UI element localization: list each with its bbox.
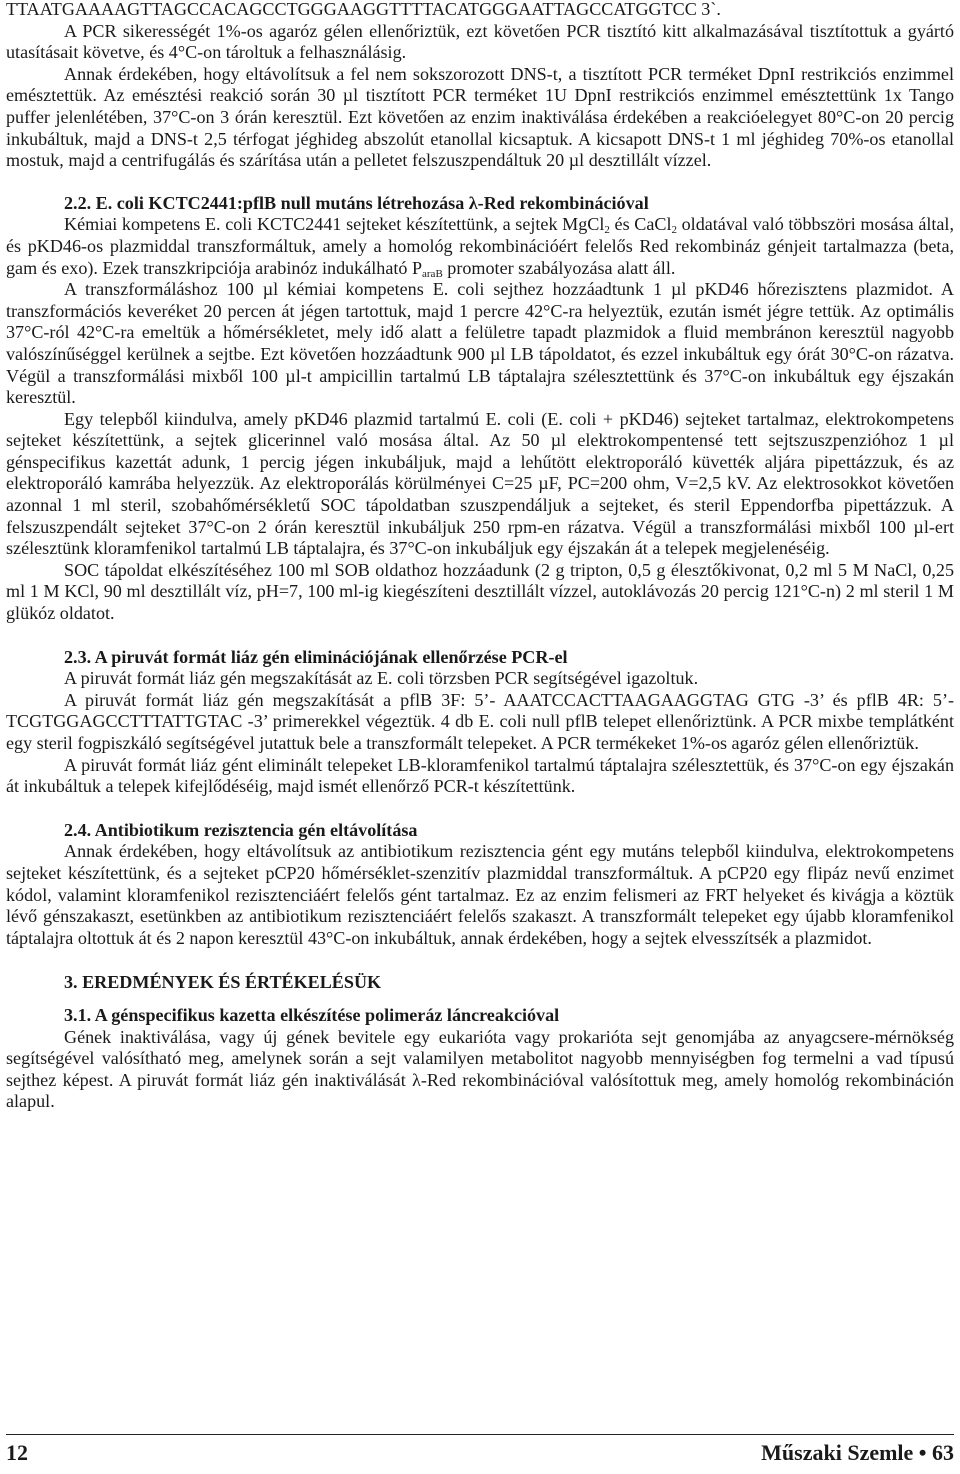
paragraph-pcr-purification: A PCR sikerességét 1%-os agaróz gélen ellenőriztük, ezt követően PCR tisztító kitt alkalmazásával tisztítottuk a gyártó utasításait követve, és 4°C-on tároltuk a felhasználásig. (6, 20, 954, 63)
paragraph-pcr-verification: A piruvát formát liáz gén megszakítását az E. coli törzsben PCR segítségével igazoltuk. (64, 668, 699, 689)
paragraph-transformation: A transzformáláshoz 100 µl kémiai kompetens E. coli sejthez hozzáadtunk 1 µl pKD46 hőrezisztens plazmidot. A transzformációs keveréket 20 percen át jégen tartottuk, majd 1 percre 42°C-ra helyeztük, ezután ismét jégre tettük. Az optimális 37°C-ról 42°C-ra emeltük a hőmérsékletet, mely idő alatt a felületre tapadt plazmidok a fluid membránon keresztül nagyobb valószínűséggel kerülnek a sejtbe. Ezt követően hozzáadtunk 900 µl LB tápoldatot, és ezzel inkubáltuk egy órát 30°C-on rázatva. Végül a transzformálási mixből 100 µl-t ampicillin tartalmú LB táptalajra szélesztettünk és 37°C-on inkubáltuk egy éjszakán keresztül. (6, 279, 954, 408)
section-heading-2-3: 2.3. A piruvát formát liáz gén eliminációjának ellenőrzése PCR-el (64, 646, 568, 667)
document-page (6, 0, 954, 1113)
section-heading-2-4: 2.4. Antibiotikum rezisztencia gén eltávolítása (64, 819, 418, 840)
paragraph-sequence-end: TTAATGAAAAGTTAGCCACAGCCTGGGAAGGTTTTACATGGGAATTAGCCATGGTCC 3`. (6, 0, 721, 19)
paragraph-primers: A piruvát formát liáz gén megszakítását a pflB 3F: 5’- AAATCCACTTAAGAAGGTAG GTG -3’ és pflB 4R: 5’- TCGTGGAGCCTTTATTGTAC -3’ primerekkel végeztük. 4 db E. coli null pflB telepet ellenőriztünk. A PCR mixbe templátként egy steril fogpiszkáló segítségével jutattuk bele a transzformált telepeket. A PCR termékeket 1%-os agaróz gélen ellenőriztük. (6, 689, 954, 753)
paragraph-antibiotic-removal: Annak érdekében, hogy eltávolítsuk az antibiotikum rezisztencia gént egy mutáns telepből kiindulva, elektrokompetens sejteket készítettünk, és a sejteket pCP20 hőmérséklet-szenzitív plazmiddal transzformáltuk. A pCP20 egy flipáz nevű enzimet kódol, valamint kloramfenikol rezisztenciáért felelős gént tartalmaz. Ez az enzim felismeri az FRT helyeket és kivágja a köztük lévő génszakaszt, esetünkben az antibiotikum rezisztenciáért felelős szakaszt. A transzformált telepeket egy újabb kloramfenikol táptalajra oltottuk át és 2 napon keresztül 43°C-on inkubáltuk, annak érdekében, hogy a sejtek elvesszítsék a plazmidot. (6, 841, 954, 948)
paragraph-dpni-digestion: Annak érdekében, hogy eltávolítsuk a fel nem sokszorozott DNS-t, a tisztított PCR terméket DpnI restrikciós enzimmel emésztettük. Az emésztési reakció során 30 µl tisztított PCR terméket 1U DpnI restrikciós enzimmel emésztettünk 1x Tango puffer jelenlétében, 37°C-on 3 órán keresztül. Ezt követően az enzim inaktiválása érdekében a reakcióelegyet 80°C-on 20 percig inkubáltuk, majd a DNS-t 2,5 térfogat jéghideg abszolút etanollal kicsaptuk. A kicsapott DNS-t 1 ml jéghideg 70%-os etanollal mostuk, majd a centrifugálás és szárítása után a pelletet felszuszpendáltuk 20 µl desztillált vízzel. (6, 63, 954, 171)
journal-title: Műszaki Szemle • 63 (761, 1440, 954, 1465)
section-heading-3-1: 3.1. A génspecifikus kazetta elkészítése polimeráz láncreakcióval (64, 1004, 560, 1025)
page-footer (6, 1440, 954, 1470)
section-heading-3: 3. EREDMÉNYEK ÉS ÉRTÉKELÉSÜK (64, 972, 382, 993)
paragraph-electroporation: Egy telepből kiindulva, amely pKD46 plazmid tartalmú E. coli (E. coli + pKD46) sejteket tartalmaz, elektrokompetens sejteket készítettünk, a sejtek glicerinnel való mosása által. Az 50 µl elektrokompentensé tett sejtszuszpenzióhoz 1 µl génspecifikus kazettát adunk, 1 percig jégen inkubáljuk, majd a lehűtött elektroporáló küvették aljára pipettázzuk, és az elektroporáló kamrába helyezzük. Az elektroporálás körülményei C=25 µF, PC=200 ohm, V=2,5 kV. Az elektrosokkot követően azonnal 1 ml steril, szobahőmérsékletű SOC tápoldatban szuszpendáljuk a sejteket, és steril Eppendorfba pipettázzuk. A felszuszpendált sejteket 37°C-on 2 órán keresztül inkubáljuk 250 rpm-en rázatva. Végül a transzformálási mixből 100 µl-ert szélesztünk kloramfenikol tartalmú LB táptalajra, és 37°C-on inkubáljuk egy éjszakán át a telepek megjelenéséig. (6, 408, 954, 559)
paragraph-colony-check: A piruvát formát liáz gént eliminált telepeket LB-kloramfenikol tartalmú táptalajra szélesztettük, és 37°C-on egy éjszakán át inkubáltuk a telepek kifejlődéséig, majd ismét ellenőrző PCR-t készítettünk. (6, 754, 954, 797)
footer-rule (6, 1434, 954, 1435)
paragraph-gene-inactivation: Gének inaktiválása, vagy új gének bevitele egy eukarióta vagy prokarióta sejt genomjába az anyagcsere-mérnökség segítségével valósítható meg, amelynek során a sejt valamilyen metabolitot nagyobb mennyiségben fog termelni a vad típusú sejthez képest. A piruvát formát liáz gén inaktiválását λ-Red rekombinációval valósítottuk meg, amely homológ rekombináción alapul. (6, 1026, 954, 1112)
section-heading-2-2: 2.2. E. coli KCTC2441:pflB null mutáns létrehozása λ-Red rekombinációval (64, 192, 649, 213)
paragraph-soc-medium: SOC tápoldat elkészítéséhez 100 ml SOB oldathoz hozzáadunk (2 g tripton, 0,5 g élesztőkivonat, 0,2 ml 5 M NaCl, 0,25 ml 1 M KCl, 90 ml desztillált víz, pH=7, 100 ml-ig kiegészíteni desztillált vízzel, autoklávozás 20 percig 121°C-n) 2 ml steril 1 M glükóz oldatot. (6, 559, 954, 624)
page-number: 12 (6, 1440, 28, 1465)
paragraph-chemical-competent: Kémiai kompetens E. coli KCTC2441 sejteket készítettünk, a sejtek MgCl$_2$ és CaCl$_2$ oldatával való többszöri mosása által, és pKD46-os plazmiddal transzformáltuk, amely a homológ rekombinációért felelős Red rekombináz génjeit tartalmazza (beta, gam és exo). Ezek transzkripciója arabinóz indukálható $P_{araB}$ promoter szabályozása alatt áll. (6, 214, 954, 280)
